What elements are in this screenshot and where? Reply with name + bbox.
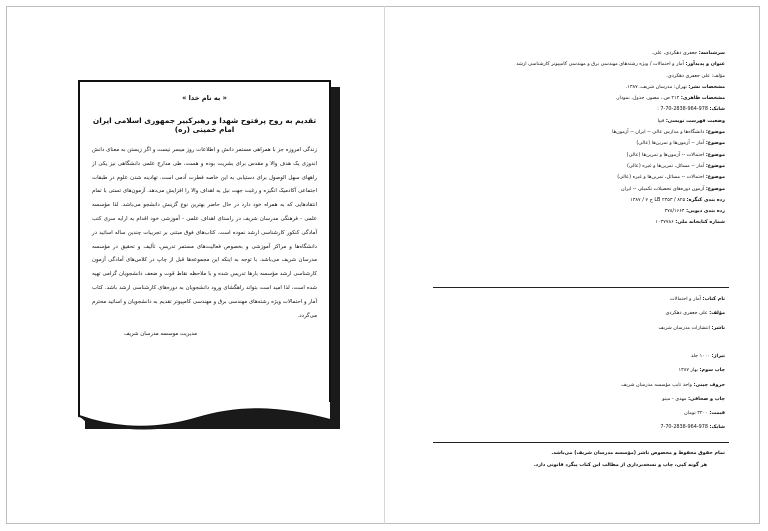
- catalog-subject-row: موضوع: احتمالات -- مسائل، تمرین‌ها و غیره (عالی): [617, 174, 725, 181]
- imprint-divider: [433, 442, 729, 443]
- catalog-subject-row: موضوع: آمار -- آزمون‌ها و تمرین‌ها (عالی): [636, 140, 725, 147]
- catalog-subject-row: موضوع: آمار -- مسائل، تمرین‌ها و غیره (عالی): [626, 162, 725, 169]
- catalog-subject-row: موضوع: دانشگاه‌ها و مدارس عالی -- ایران -- آزمون‌ها: [612, 129, 725, 136]
- dedication-signature: مدیریت موسسه مدرسان شریف: [123, 331, 197, 338]
- imprint-edition-row: چاپ سوم: بهار ۱۳۸۷: [678, 367, 725, 373]
- catalog-publication-row: مشخصات نشر: تهران: مدرسان شریف، ۱۳۸۷.: [625, 83, 725, 90]
- imprint-print-run-row: تیراژ: ۱۰۰۰ جلد: [690, 353, 725, 359]
- catalog-subject-row: موضوع: احتمالات -- آزمون‌ها و تمرین‌ها (عالی): [626, 151, 725, 158]
- cataloging-block: [425, 48, 725, 229]
- catalog-nlc-row: شماره کتابخانه ملی: ۱۰۳۷۷۸۶: [655, 219, 725, 226]
- catalog-author-row: سرشناسه: جعفری دهکردی، علی.: [651, 50, 725, 56]
- imprint-isbn-row: شابک: 978-964-2838-70-7: [660, 424, 725, 430]
- catalog-title-row-2: مؤلف: علی جعفری دهکردی.: [666, 72, 725, 79]
- catalog-physical-row: مشخصات ظاهری: ۲۱۴ ص.، مصور، جدول، نمودار.: [615, 95, 725, 102]
- dedication-card: [78, 80, 348, 430]
- catalog-isbn-row: شابک: 978-964-2838-70-7 :: [657, 106, 725, 113]
- imprint-publisher-row: ناشر: انتشارات مدرسان شریف: [658, 325, 725, 331]
- page-fold-line: [384, 6, 385, 524]
- dedication-box: [78, 80, 331, 410]
- dedication-title: تقدیم به روح پرفتوح شهدا و رهبرکبیر جمهوری اسلامی ایران امام خمینی (ره): [92, 116, 317, 134]
- rights-line-2: هر گونه کپی، چاپ و نسخه‌برداری از مطالب این کتاب پیگرد قانونی دارد.: [533, 462, 707, 468]
- imprint-typeset-row: حروف چینی: واحد تایپ مؤسسه مدرسان شریف: [621, 382, 725, 388]
- imprint-binding-row: چاپ و صحافی: مهدی - مینو: [662, 396, 725, 402]
- rights-line-1: تمام حقوق محفوظ و مخصوص ناشر (مؤسسه مدرسان شریف) می‌باشد.: [551, 450, 725, 456]
- catalog-fipa-row: وضعیت فهرست نویسی: فیپا: [657, 117, 725, 124]
- curled-page-edge: [78, 402, 340, 432]
- imprint-price-row: قیمت: ۳۲۰۰ تومان: [684, 410, 725, 416]
- besmellah-heading: « به نام خدا »: [182, 94, 227, 102]
- catalog-congress-row: رده بندی کنگره: LB ۲۳۵۳ / ۸۲۵ ج ۷ / ۱۳۸۷: [630, 196, 725, 203]
- catalog-dewey-row: رده بندی دیویی: ۳۷۸/۱۶۶۴: [664, 208, 725, 215]
- catalog-divider: [433, 287, 729, 288]
- imprint-author-row: مؤلف: علی جعفری دهکردی: [665, 310, 725, 316]
- catalog-subject-row: موضوع: آزمون دوره‌های تحصیلات تکمیلی -- ایران: [620, 185, 725, 192]
- imprint-book-row: نام کتاب: آمار و احتمالات: [670, 296, 725, 302]
- dedication-body: زندگی امروزه جز با همراهی مستمر دانش و اطلاعات روز میسر نیست و اگر زیستن به معنای دانش اندوزی یک هدف والا و مقدس برای بشریت بوده و هست، طی مدارج علمی دانشگاهی نیز یکی از راههای سهل الوصول برای دستیابی به این خاصه فطرت آدمی است. تهادینه شدن علوم در طبقات اجتماعی آکادمیک انگیزه و رغبت جهت نیل به اهداف والا را افزایش می‌دهد. آزمون‌های تستی با تمام انتقادهایی که به همراه خود دارد در حال حاضر بهترین نوع گزینش دانشجو می‌باشد. لذا مؤسسه علمی - فرهنگی مدرسان شریف در راستای اهداف علمی - آموزشی خود اقدام به ارایه سری کتب آمادگی کنکور کارشناسی ارشد نموده است. کتاب‌های فوق مبتنی بر تجربیات چندین ساله اساتید در دانشگاه‌ها و مراکز آموزشی و بخصوص فعالیت‌های مستمر تدریس، تألیف و تحقیق در مؤسسه مدرسان شریف می‌باشد. با توجه به اینکه این مجموعه‌ها قبل از چاپ در کلاس‌های آمادگی آزمون کارشناسی ارشد مؤسسه بارها تدریس شده و با ملاحظه نقاط قوت و ضعف دانشجویان گرامی تهیه شده است، لذا امید است بتواند راهگشای ورود دانشجویان به دوره‌های کارشناسی ارشد باشد. کتاب آمار و احتمالات ویژه رشته‌های مهندسی برق و مهندسی کامپیوتر تقدیم به دانشجویان و اساتید محترم می‌گردد.: [92, 147, 317, 319]
- catalog-title-row: عنوان و پدیدآور: آمار و احتمالات / ویژه رشته‌های مهندسی برق و مهندسی کامپیوتر کارشناسی ارشد: [516, 61, 725, 68]
